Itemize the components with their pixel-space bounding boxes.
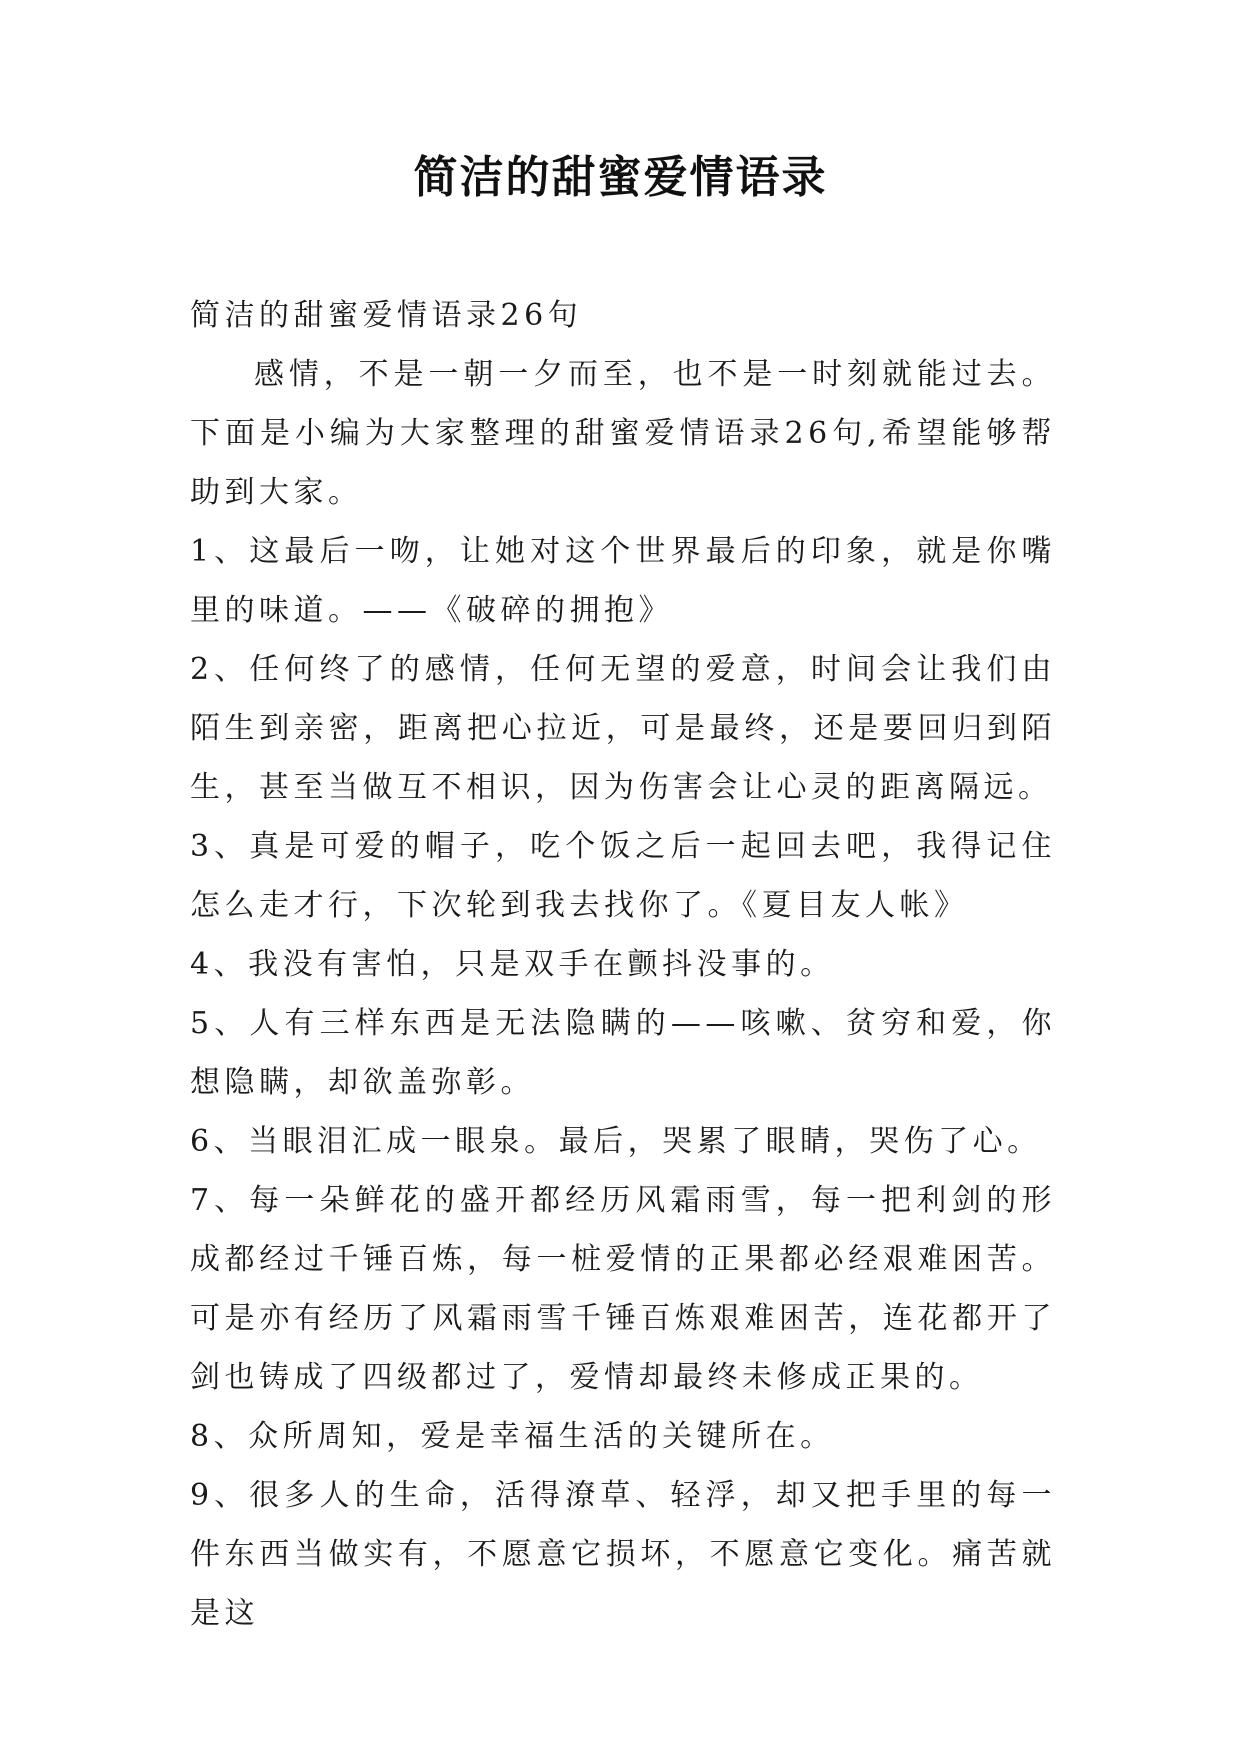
intro-paragraph: 感情，不是一朝一夕而至，也不是一时刻就能过去。下面是小编为大家整理的甜蜜爱情语录26句,希望能够帮助到大家。: [190, 357, 1056, 510]
document-subtitle: 简洁的甜蜜爱情语录26句: [190, 298, 583, 333]
quote-item-3: 3、真是可爱的帽子，吃个饭之后一起回去吧，我得记住怎么走才行，下次轮到我去找你了。《夏目友人帐》: [190, 829, 1056, 923]
quote-item-6: 6、当眼泪汇成一眼泉。最后，哭累了眼睛，哭伤了心。: [190, 1124, 1042, 1159]
quote-item-7: 7、每一朵鲜花的盛开都经历风霜雨雪，每一把利剑的形成都经过千锤百炼，每一桩爱情的正果都必经艰难困苦。可是亦有经历了风霜雨雪千锤百炼艰难困苦，连花都开了剑也铸成了四级都过了，爱情却最终未修成正果的。: [190, 1183, 1056, 1395]
quote-item-1: 1、这最后一吻，让她对这个世界最后的印象，就是你嘴里的味道。——《破碎的拥抱》: [190, 534, 1056, 628]
quote-item-5: 5、人有三样东西是无法隐瞒的——咳嗽、贫穷和爱，你想隐瞒，却欲盖弥彰。: [190, 1006, 1056, 1100]
quote-item-8: 8、众所周知，爱是幸福生活的关键所在。: [190, 1419, 835, 1454]
quote-item-2: 2、任何终了的感情，任何无望的爱意，时间会让我们由陌生到亲密，距离把心拉近，可是最终，还是要回归到陌生，甚至当做互不相识，因为伤害会让心灵的距离隔远。: [190, 652, 1056, 805]
document-body: [190, 286, 1056, 1643]
quote-item-4: 4、我没有害怕，只是双手在颤抖没事的。: [190, 947, 835, 982]
document-title: 简洁的甜蜜爱情语录: [413, 152, 828, 203]
quote-item-9: 9、很多人的生命，活得潦草、轻浮，却又把手里的每一件东西当做实有，不愿意它损坏，不愿意它变化。痛苦就是这: [190, 1478, 1056, 1631]
